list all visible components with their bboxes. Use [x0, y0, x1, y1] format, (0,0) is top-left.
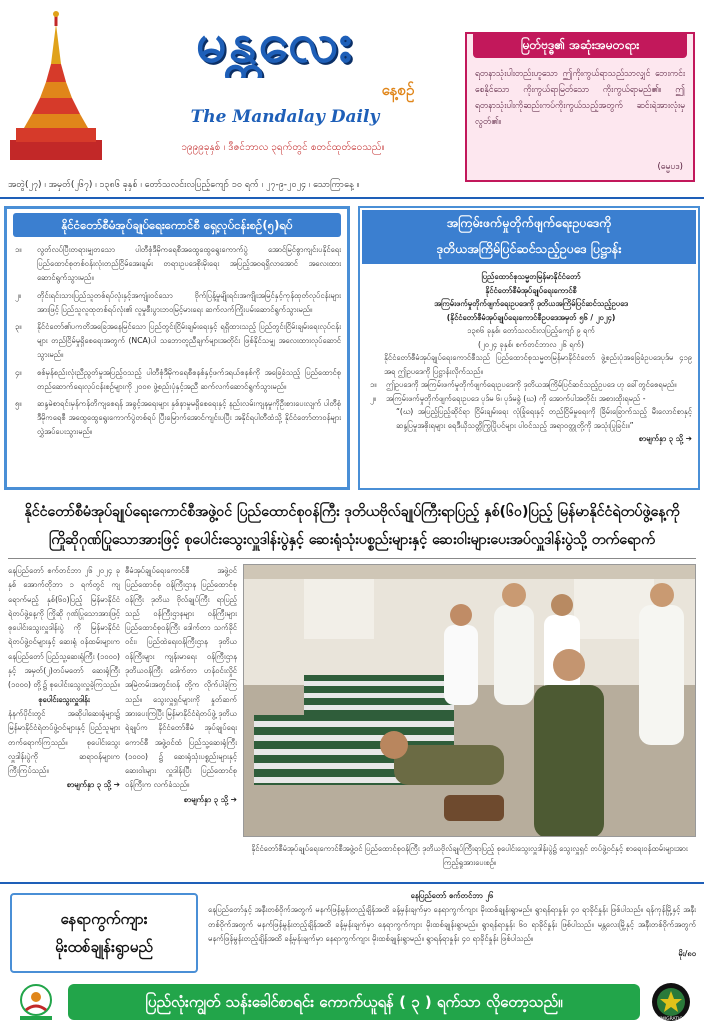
list-item [15, 289, 341, 317]
weather-title [12, 905, 196, 961]
law-date: ၁၃၈၆ ခုနှစ်၊ တော်သလင်းလပြည့်ကျော် ၉ ရက် [467, 326, 595, 335]
item-text: ဆန္ဒမဲစာရင်းမှန်ကန်တိကျစေရန် အခွင့်အရေးများ နှစ်နာမှုမရှိစေရေးနှင့် နည်းလမ်းကျနမှုကိုဦးစားပေးလျက် ပါတီစုံဒီမိုကရေစီ အထွေထွေရွေးကောက်ပွဲတစ်ရပ် ပြီးမြောက်အောင်ကျင်းပပြီး အနိုင်ရပါတီထံသို့ နိုင်ငံတော်တာဝန်များ လွှဲအပ်ပေးသွားမည်။ [37, 399, 341, 437]
council-objectives-box [4, 206, 350, 490]
article-column-2 [125, 564, 237, 807]
item-text: တိုင်းရင်းသားပြည်သူတစ်ရပ်လုံးနှင့်အကျုံးဝင်သော ဗိုက်ပြန့်မှုမျိုးရင်းအကျိုးအမြင်နှင့်ကုန်ထုတ်လုပ်ငန်းများအားဖြင့် ပြည်သူလူထုတစ်ရပ်လုံး၏ လူမှုစီးပွားဘဝမြင့်မားရေး ဆက်လက်ကြိုးပမ်းဆောင်ရွက်သွားမည်။ [37, 290, 341, 314]
list-item [15, 366, 341, 394]
census-countdown-banner: ပြည်လုံးကျွတ် သန်းခေါင်စာရင်း ကောက်ယူရန် ( ၃ ) ရက်သာ လိုတော့သည်။ [68, 984, 640, 1020]
article-paragraph: နေပြည်တော် စက်တင်ဘာ ၂၆ ၂၀၂၄ ခုနှစ် အောက်တိုဘာ ၁ ရက်တွင် ကျရောက်မည့် နှစ်(၆၀)ပြည့် မြန်မာနိုင်ငံရဲတပ်ဖွဲ့နေ့ကို ကြိုဆို ဂုဏ်ပြုသောအားဖြင့် စုပေါင်းသွေးလှူဒါန်းပွဲ ကို မြန်မာနိုင်ငံ ရဲတပ်ဖွဲ့ဝင်များနှင့် ဆေးရုံ ဝန်ထမ်းများက နေပြည်တော် ပြည်သူ့ဆေးရုံကြီး (၁၀၀၀) နှင့် အမှတ်(၂)တပ်မတော် ဆေးရုံကြီး (၁၀၀၀) တို့၌ စုပေါင်းသွေးလှူခဲ့ကြသည်။ [8, 566, 120, 690]
article-column-1 [8, 564, 120, 793]
mandalay-palace-logo-icon [10, 10, 102, 160]
item-number: ၄။ [15, 367, 22, 377]
article-paragraph: နံနက်ပိုင်းတွင် အဆိုပါဆေးရုံများ၌ မြန်မာနိုင်ငံရဲတပ်ဖွဲ့ဝင်များနှင့် ပြည်သူများ တက်ရောက်ကြသည်။ စုပေါင်းသွေးလှူဒါန်းပွဲကို ဆရာဝန်များက ကြီးကြပ်သည်။ [8, 708, 120, 776]
item-text: လွတ်လပ်ပြီးတရားမျှတသော ပါတီစုံဒီမိုကရေစီအထွေထွေရွေးကောက်ပွဲ အောင်မြင်စွာကျင်းပနိုင်ရေး ပြည်ထောင်စုတစ်ဝန်းလုံးတည်ငြိမ်အေးချမ်း တရားဥပဒေစိုးမိုးရေး အပြည့်အဝရရှိလာအောင် အလေးထားဆောင်ရွက်သွားမည်။ [37, 245, 341, 283]
law-item [370, 378, 692, 392]
immigration-emblem-icon [646, 982, 696, 1022]
teaching-source: (ဓမ္မပဒ) [657, 162, 683, 172]
item-text: နိုင်ငံတော်၏ပကတိအခြေအနေမြင်သော ပြည်တွင်းငြိမ်းချမ်းရေးနှင့် ရရှိထားသည့် ပြည်တွင်းငြိမ်းချမ်းရေးလုပ်ငန်းများ တည်ငြိမ်မှုရှိစေရေးအတွက် (NCA)ပါ သဘောတူညီချက်များအတိုင်း ဖြစ်နိုင်သမျှ အလေးထားလုပ်ဆောင်သွားမည်။ [37, 322, 341, 360]
article-paragraph: စီမံအုပ်ချုပ်ရေးကောင်စီ အဖွဲ့ဝင် ပြည်ထောင်စု ဝန်ကြီးဌာန ပြည်ထောင်စုဝန်ကြီး ဒုတိယ ဗိုလ်ချုပ်ကြီး ရာပြည့် သည် ဝန်ကြီးဌာနများ ဝန်ကြီးများ ပြည်ထောင်စုဝန်ကြီး ဒေါက်တာ သက်ခိုင်ဝင်း၊ ပြည်ထဲရေးဝန်ကြီးဌာန ဒုတိယဝန်ကြီးများ ကျန်းမာရေး ဝန်ကြီးဌာန ဒုတိယဝန်ကြီး ဒေါက်တာ ဟန်ဝင်းလှိုင် အမြဲတမ်းအတွင်းဝန် တို့က လိုက်ပါခဲ့ကြသည်။ သွေးလှူရှင်များကို နှုတ်ဆက် အားပေးကြပြီး မြန်မာနိုင်ငံရဲတပ်ဖွဲ့ ဒုတိယ ရဲချုပ်က နိုင်ငံတော်စီမံ အုပ်ချုပ်ရေးကောင်စီ အဖွဲ့ဝင်ထံ ပြည်သူ့ဆေးရုံကြီး (၁၀၀၀) ၌ ဆေးရုံသုံးပစ္စည်းများနှင့် ဆေးဝါးများ လှူဒါန်းပြီး ပြည်ထောင်စုဝန်ကြီးက လက်ခံသည်။ [125, 566, 237, 790]
divider [0, 882, 704, 884]
objectives-heading: နိုင်ငံတော်စီမံအုပ်ချုပ်ရေးကောင်စီ ရှေ့လုပ်ငန်းစဉ်(၅)ရပ် [13, 213, 341, 237]
weather-forecast [208, 889, 696, 961]
item-number: ၂။ [15, 290, 22, 300]
immigration-logo-label: IMMIGRATION [655, 1017, 687, 1022]
masthead [0, 0, 704, 198]
news-photo [243, 564, 696, 837]
law-paragraph: နိုင်ငံတော်စီမံအုပ်ချုပ်ရေးကောင်စီသည် ပြည်ထောင်စုသမ္မတမြန်မာနိုင်ငံတော် ဖွဲ့စည်းပုံအခြေခံဥပဒေပုဒ်မ ၄၁၉ အရ ဤဥပဒေကို ပြဋ္ဌာန်းလိုက်သည်။ [384, 353, 692, 376]
newspaper-tag: နေ့စဉ် [381, 81, 415, 99]
headline-line1: နိုင်ငံတော်စီမံအုပ်ချုပ်ရေးကောင်စီအဖွဲ့ဝင် ပြည်ထောင်စုဝန်ကြီး ဒုတိယဗိုလ်ချုပ်ကြီးရာပြည့် နှစ်(၆၀)ပြည့် မြန်မာနိုင်ငံရဲတပ်ဖွဲ့နေ့ကို [24, 504, 680, 520]
law-item [370, 392, 692, 406]
census-logo-icon [10, 982, 62, 1022]
buddha-teaching-box [465, 32, 695, 182]
continued-link[interactable]: စာမျက်နှာ ၃ သို့ ➔ [66, 780, 120, 790]
divider [0, 197, 704, 199]
continued-link[interactable]: စာမျက်နှာ ၃ သို့ ➔ [638, 434, 692, 443]
org-line: ပြည်ထောင်စုသမ္မတမြန်မာနိုင်ငံတော် [481, 272, 581, 281]
item-number: ၂။ [370, 393, 377, 403]
weather-title-line2: မိုးထစ်ချုန်းရွာမည် [55, 938, 153, 956]
weather-signature: မိုး/၈၀ [678, 948, 696, 958]
law-number: (နိုင်ငံတော်စီမံအုပ်ချုပ်ရေးကောင်စီဥပဒေအမှတ် ၅၆ / ၂၀၂၄) [446, 312, 616, 322]
footer [0, 980, 704, 1024]
list-item [15, 320, 341, 363]
list-item [15, 243, 341, 286]
weather-dateline: နေပြည်တော် စက်တင်ဘာ ၂၆ [410, 891, 494, 900]
item-number: ၁။ [370, 380, 377, 389]
headline-line2: ကြိုဆိုဂုဏ်ပြုသောအားဖြင့် စုပေါင်းသွေးလှူဒါန်းပွဲနှင့် ဆေးရုံသုံးပစ္စည်းများနှင့် ဆေးဝါးများပေးအပ်လှူဒါန်းပွဲသို့ တက်ရောက် [49, 532, 655, 548]
objectives-list [15, 243, 341, 443]
law-quote: “(ဃ) အပြည့်ပြည့်ဆိုင်ရာ ငြိမ်းချမ်းရေး လုံခြုံရေးနှင့် တည်ငြိမ်မှုရေးကို ခြိမ်းခြောက်သည့် မီးလောင်စာနှင့် ဆန္ဒပြမှုအစိုးရများ ရေဒီယိုသတ္တိကြွပြိုပင်များ ပါဝင်သည့် အရာဝတ္ထုတို့ကို အသုံးပြုခြင်း။” [396, 407, 692, 430]
item-text: အကြမ်းဖက်မှုတိုက်ဖျက်ရေးဥပဒေ ပုဒ်မ ၆၊ ပုဒ်မခွဲ (ဃ) ကို အောက်ပါအတိုင်း အစားထိုးရမည် - [386, 393, 646, 403]
immigration-logo [646, 982, 696, 1022]
english-title: The Mandalay Daily [190, 107, 380, 127]
article-subheading: စုပေါင်းသွေးလှူဒါန်း [38, 694, 90, 704]
divider [8, 558, 696, 559]
main-headline [8, 498, 696, 554]
continued-link[interactable]: စာမျက်နှာ ၃ သို့ ➔ [183, 794, 237, 804]
law-date-gregorian: (၂၀၂၄ ခုနှစ်၊ စက်တင်ဘာလ ၂၆ ရက်) [478, 339, 584, 349]
weather-body: နေပြည်တော်နှင့် အနီးတစ်ဝိုက်အတွက် မနက်ဖြန်မွန်းတည့်ချိန်အထိ ခန့်မှန်းချက်မှာ နေရာကွက်ကျား မိုးထစ်ချုန်းရွာမည်။ ရွာရန်ရာနှုန်း ၄၀ ရာခိုင်နှုန်း ဖြစ်ပါသည်။ ရန်ကုန်မြို့နှင့် အနီးတစ်ဝိုက်အတွက် မနက်ဖြန်မွန်းတည့်ချိန်အထိ ခန့်မှန်းချက်မှာ နေရာကွက်ကျား မိုးထစ်ချုန်းရွာမည်။ ရွာရန်ရာနှုန်း ၆၀ ရာခိုင်နှုန်း ဖြစ်ပါသည်။ မန္တလေးမြို့နှင့် အနီးတစ်ဝိုက်အတွက် မနက်ဖြန်မွန်းတည့်ချိန်အထိ ခန့်မှန်းချက်မှာ နေရာကွက်ကျား မိုးထစ်ချုန်းရွာမည်။ ရွာရန်ရာနှုန်း ၄၀ ရာခိုင်နှုန်း ဖြစ်ပါသည်။ [208, 905, 696, 944]
photo-caption: နိုင်ငံတော်စီမံအုပ်ချုပ်ရေးကောင်စီအဖွဲ့ဝင် ပြည်ထောင်စုဝန်ကြီး ဒုတိယဗိုလ်ချုပ်ကြီးရာပြည့် စုပေါင်းသွေးလှူဒါန်းပွဲ၌ သွေးလှူရှင် တပ်ဖွဲ့ဝင်နှင့် စာရေးဝန်ထမ်းများအား ကြည့်ရှုအားပေးစဉ်။ [251, 844, 688, 867]
law-body [370, 270, 692, 446]
law-headline-line2: ဒုတိယအကြိမ်ပြင်ဆင်သည့်ဥပဒေ ပြဋ္ဌာန်း [436, 241, 622, 256]
issue-date-line: အတွဲ(၂၇) ၊ အမှတ်(၂၆၇) ၊ ၁၃၈၆ ခုနှစ် ၊ တော်သလင်းလပြည့်ကျော် ၁၀ ရက် ၊ ၂၇-၉-၂၀၂၄ ၊ သောကြာနေ့ ။ [8, 180, 360, 190]
newspaper-title: မန္တလေး [195, 10, 355, 74]
teaching-heading: မြတ်ဗုဒ္ဓ၏ အဆုံးအမတရား [473, 32, 687, 58]
item-number: ၃။ [15, 322, 22, 332]
item-text: ဤဥပဒေကို အကြမ်းဖက်မှုတိုက်ဖျက်ရေးဥပဒေကို ဒုတိယအကြိမ်ပြင်ဆင်သည့်ဥပဒေ ဟု ခေါ်တွင်စေရမည်။ [386, 380, 677, 389]
blood-donation-photo-icon [244, 565, 696, 837]
org-line: နိုင်ငံတော်စီမံအုပ်ချုပ်ရေးကောင်စီ [485, 285, 577, 295]
law-title: အကြမ်းဖက်မှုတိုက်ဖျက်ရေးဥပဒေကို ဒုတိယအကြိမ်ပြင်ဆင်သည့်ဥပဒေ [434, 299, 628, 308]
weather-box [10, 893, 198, 973]
law-headline-line1: အကြမ်းဖက်မှုတိုက်ဖျက်ရေးဥပဒေကို [446, 215, 612, 230]
teaching-body: ရတနာသုံးပါးတည်းဟူသော ဤကိုးကွယ်ရာသည်သာလျှင် ဘေးကင်းစေနိုင်သော ကိုးကွယ်ရာမြတ်သော ကိုးကွယ်ရာမည်၏။ ဤရတနာသုံးပါးကိုဆည်းကပ်ကိုးကွယ်သည့်အတွက် ဆင်းရဲအားလုံးမှလွတ်၏။ [475, 69, 685, 127]
weather-title-line1: နေရာကွက်ကျား [60, 910, 148, 928]
founding-line: ၁၉၉၉ခုနှစ် ၊ ဒီဇင်ဘာလ ၃ရက်တွင် စတင်ထုတ်ဝေသည်။ [181, 142, 385, 153]
item-number: ၅။ [15, 399, 22, 409]
item-number: ၁။ [15, 245, 22, 254]
list-item [15, 397, 341, 440]
law-headline [362, 210, 696, 264]
law-notice-box [358, 206, 700, 490]
item-text: စစ်မှန်စည်းလုံးညီညွတ်မှုအပြည့်ဝသည့် ပါတီစုံဒီမိုကရေစီစနစ်နှင့်ဖက်ဒရယ်စနစ်ကို အခြေခံသည့် ပြည်ထောင်စုတည်ဆောက်ရေးလုပ်ငန်းစဉ်များကို ၂၀၀၈ ဖွဲ့စည်းပုံနှင့်အညီ ဆက်လက်ဆောင်ရွက်သွားမည်။ [37, 367, 341, 391]
